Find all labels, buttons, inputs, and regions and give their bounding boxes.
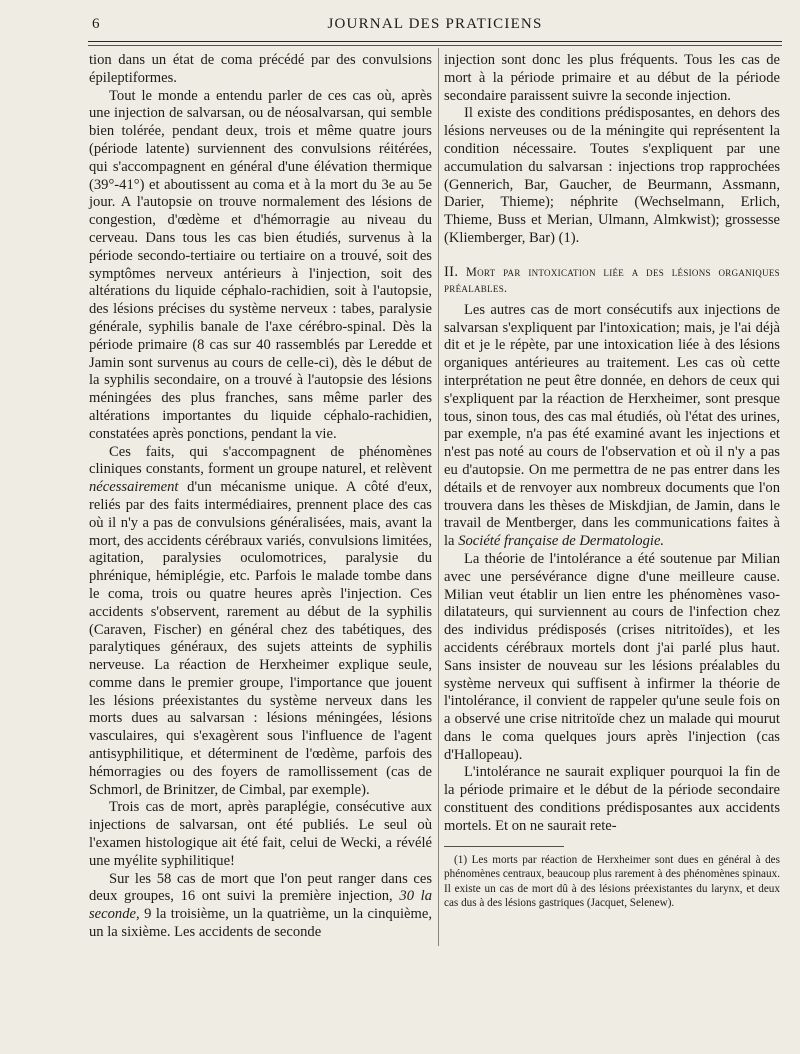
page-header [92,14,778,42]
right-column [444,52,780,911]
paragraph: tion dans un état de coma précédé par des convulsions épileptiformes. [89,52,432,86]
paragraph: injection sont donc les plus fréquents. Tous les cas de mort à la période primaire et au début de la période secondaire paraissent suivre la seconde injection. [444,52,780,104]
paragraph [89,871,432,942]
paragraph-text: 9 la troisième, un la quatrième, un la cinquième, un la sixième. Les accidents de seconde [89,906,432,941]
paragraph: Tout le monde a entendu parler de ces cas où, après une injection de salvarsan, ou de néosalvarsan, qui semble bien tolérée, pendant deux, trois et même quatre jours (période latente) surviennent des convulsions réitérées, qui s'accompagnent en général d'une élévation thermique (39°-41°) et aboutissent au coma et à la mort du 3e au 5e jour. A l'autopsie on trouve normalement des lésions de congestion, d'œdème et d'hémorragie au niveau du cerveau. Dans tous les cas bien étudiés, survenus à la période secondo-tertiaire ou tertiaire on a trouvé, soit des symptômes nerveux antérieurs à l'injection, soit des altérations du liquide céphalo-rachidien, soit à l'autopsie, des lésions précises du système nerveux : tabes, paralysie générale, syphilis banale de l'axe cérébro-spinal. Dès la période primaire (8 cas sur 40 rassemblés par Leredde et Jamin sont survenus au cours de celle-ci), dès le début de la syphilis secondaire, on a trouvé à l'autopsie des lésions méningées des plus franches, sans même parler des altérations importantes du liquide céphalo-rachidien, constatées après ponctions, pendant la vie. [89,87,432,442]
emphasis: 30 la seconde, [89,888,433,923]
paragraph-text: d'un mécanisme unique. A côté d'eux, reliés par des faits intermédiaires, prennent place des cas où il n'y a pas de convulsions généralisées, mais, avant la mort, des accidents cérébraux variés, convulsions limitées, agitation, paralysies oculomotrices, paralysie du phrénique, hémiplégie, etc. Parfois le malade tombe dans le coma, trois ou quatre heures après l'injection. Ces accidents s'observent, rarement au début de la syphilis (Caraven, Fischer) en général chez des tabétiques, des paralytiques généraux, des sujets atteints de syphilis nerveuse. La réaction de Herxheimer explique seule, comme dans le premier groupe, l'importance que jouent les lésions préexistantes du système nerveux dans les morts dues au salvarsan : lésions méningées, lésions vasculaires, qui s'exagèrent sous l'influence de l'agent antisyphilitique, et déterminent de l'œdème, parfois des hémorragies ou des foyers de ramollissement (cas de Schmorl, de Brinitzer, de Cimbal, par exemple). [89,479,433,798]
footnote-rule [444,846,564,847]
section-title: Mort par intoxication liée a des lésions organiques préalables. [444,264,780,295]
paragraph: Trois cas de mort, après paraplégie, consécutive aux injections de salvarsan, ont été publiés. Le seul où l'examen histologique ait été fait, celui de Wecki, a révélé une myélite syphilitique! [89,799,432,869]
left-column [89,52,432,942]
emphasis: Société française de Dermatologie. [458,533,665,550]
emphasis: nécessairement [89,479,179,496]
paragraph-text: Les autres cas de mort consécutifs aux injections de salvarsan s'expliquent par l'intoxication; mais, je l'ai déjà dit et je le répète, par une intoxication liée à des lésions organiques antérieures au traitement. Les cas où cette interprétation ne peut être donnée, en dehors de ceux qui s'expliquent par la réaction de Herxheimer, sont presque tous, sinon tous, des cas mal étudiés, où l'état des urines, par exemple, n'a pas été examiné avant les injections et n'est pas noté au cours de l'observation et où il n'y a pas eu d'autopsie. On me permettra de ne pas entrer dans les détails et de renvoyer aux nombreux documents que l'on trouvera dans les thèses de Miskdjian, de Jamin, dans le travail de Mentberger, dans les communications faites à la [444,301,780,550]
paragraph-text: Sur les 58 cas de mort que l'on peut ranger dans ces deux groupes, 16 ont suivi la première injection, [89,870,432,905]
running-title: JOURNAL DES PRATICIENS [327,16,543,32]
footnote [444,853,780,911]
header-rule-thin [88,45,782,46]
column-divider [438,48,439,946]
paragraph: L'intolérance ne saurait expliquer pourquoi la fin de la période primaire et le début de la période secondaire constituent des conditions prédisposantes aux accidents mortels. Et on ne saurait rete- [444,764,780,834]
section-heading [444,264,780,296]
paragraph [89,444,432,800]
paragraph: La théorie de l'intolérance a été soutenue par Milian avec une persévérance digne d'une meilleure cause. Milian veut établir un lien entre les phénomènes vaso-dilatateurs, qui surviennent au cours de l'infection chez des individus prédisposés (crises nitritoïdes), et les accidents cérébraux mortels dont j'ai parlé plus haut. Sans insister de nouveau sur les lésions préalables du système nerveux qui suffisent à infirmer la théorie de l'intolérance, il convient de rappeler qu'une seule fois on a observé une crise nitritoïde chez un malade qui mourut dans le coma quelques jours après l'injection (cas d'Hallopeau). [444,550,780,763]
paragraph [444,302,780,551]
paragraph: Il existe des conditions prédisposantes, en dehors des lésions nerveuses ou de la méningite qui représentent la condition nécessaire. Toutes s'expliquent par une accumulation du salvarsan : injections trop rapprochées (Gennerich, Bar, Gaucher, de Beurmann, Assmann, Darier, Thieme); néphrite (Wechselmann, Erlich, Thieme, Buss et Merian, Ulmann, Almkwist); grossesse (Kliemberger, Bar) (1). [444,105,780,246]
paragraph-text: Ces faits, qui s'accompagnent de phénomènes cliniques constants, forment un groupe naturel, et relèvent [89,443,432,478]
footnote-text: (1) Les morts par réaction de Herxheimer sont dues en général à des phénomènes centraux, beaucoup plus rarement à des phénomènes spinaux. Il existe un cas de mort dû à des lésions préexistantes du larynx, et deux cas dus à des lésions gastriques (Jacquet, Selenew). [444,853,780,910]
page-number: 6 [92,16,100,32]
section-number: II. [444,263,459,280]
header-rule [88,41,782,42]
